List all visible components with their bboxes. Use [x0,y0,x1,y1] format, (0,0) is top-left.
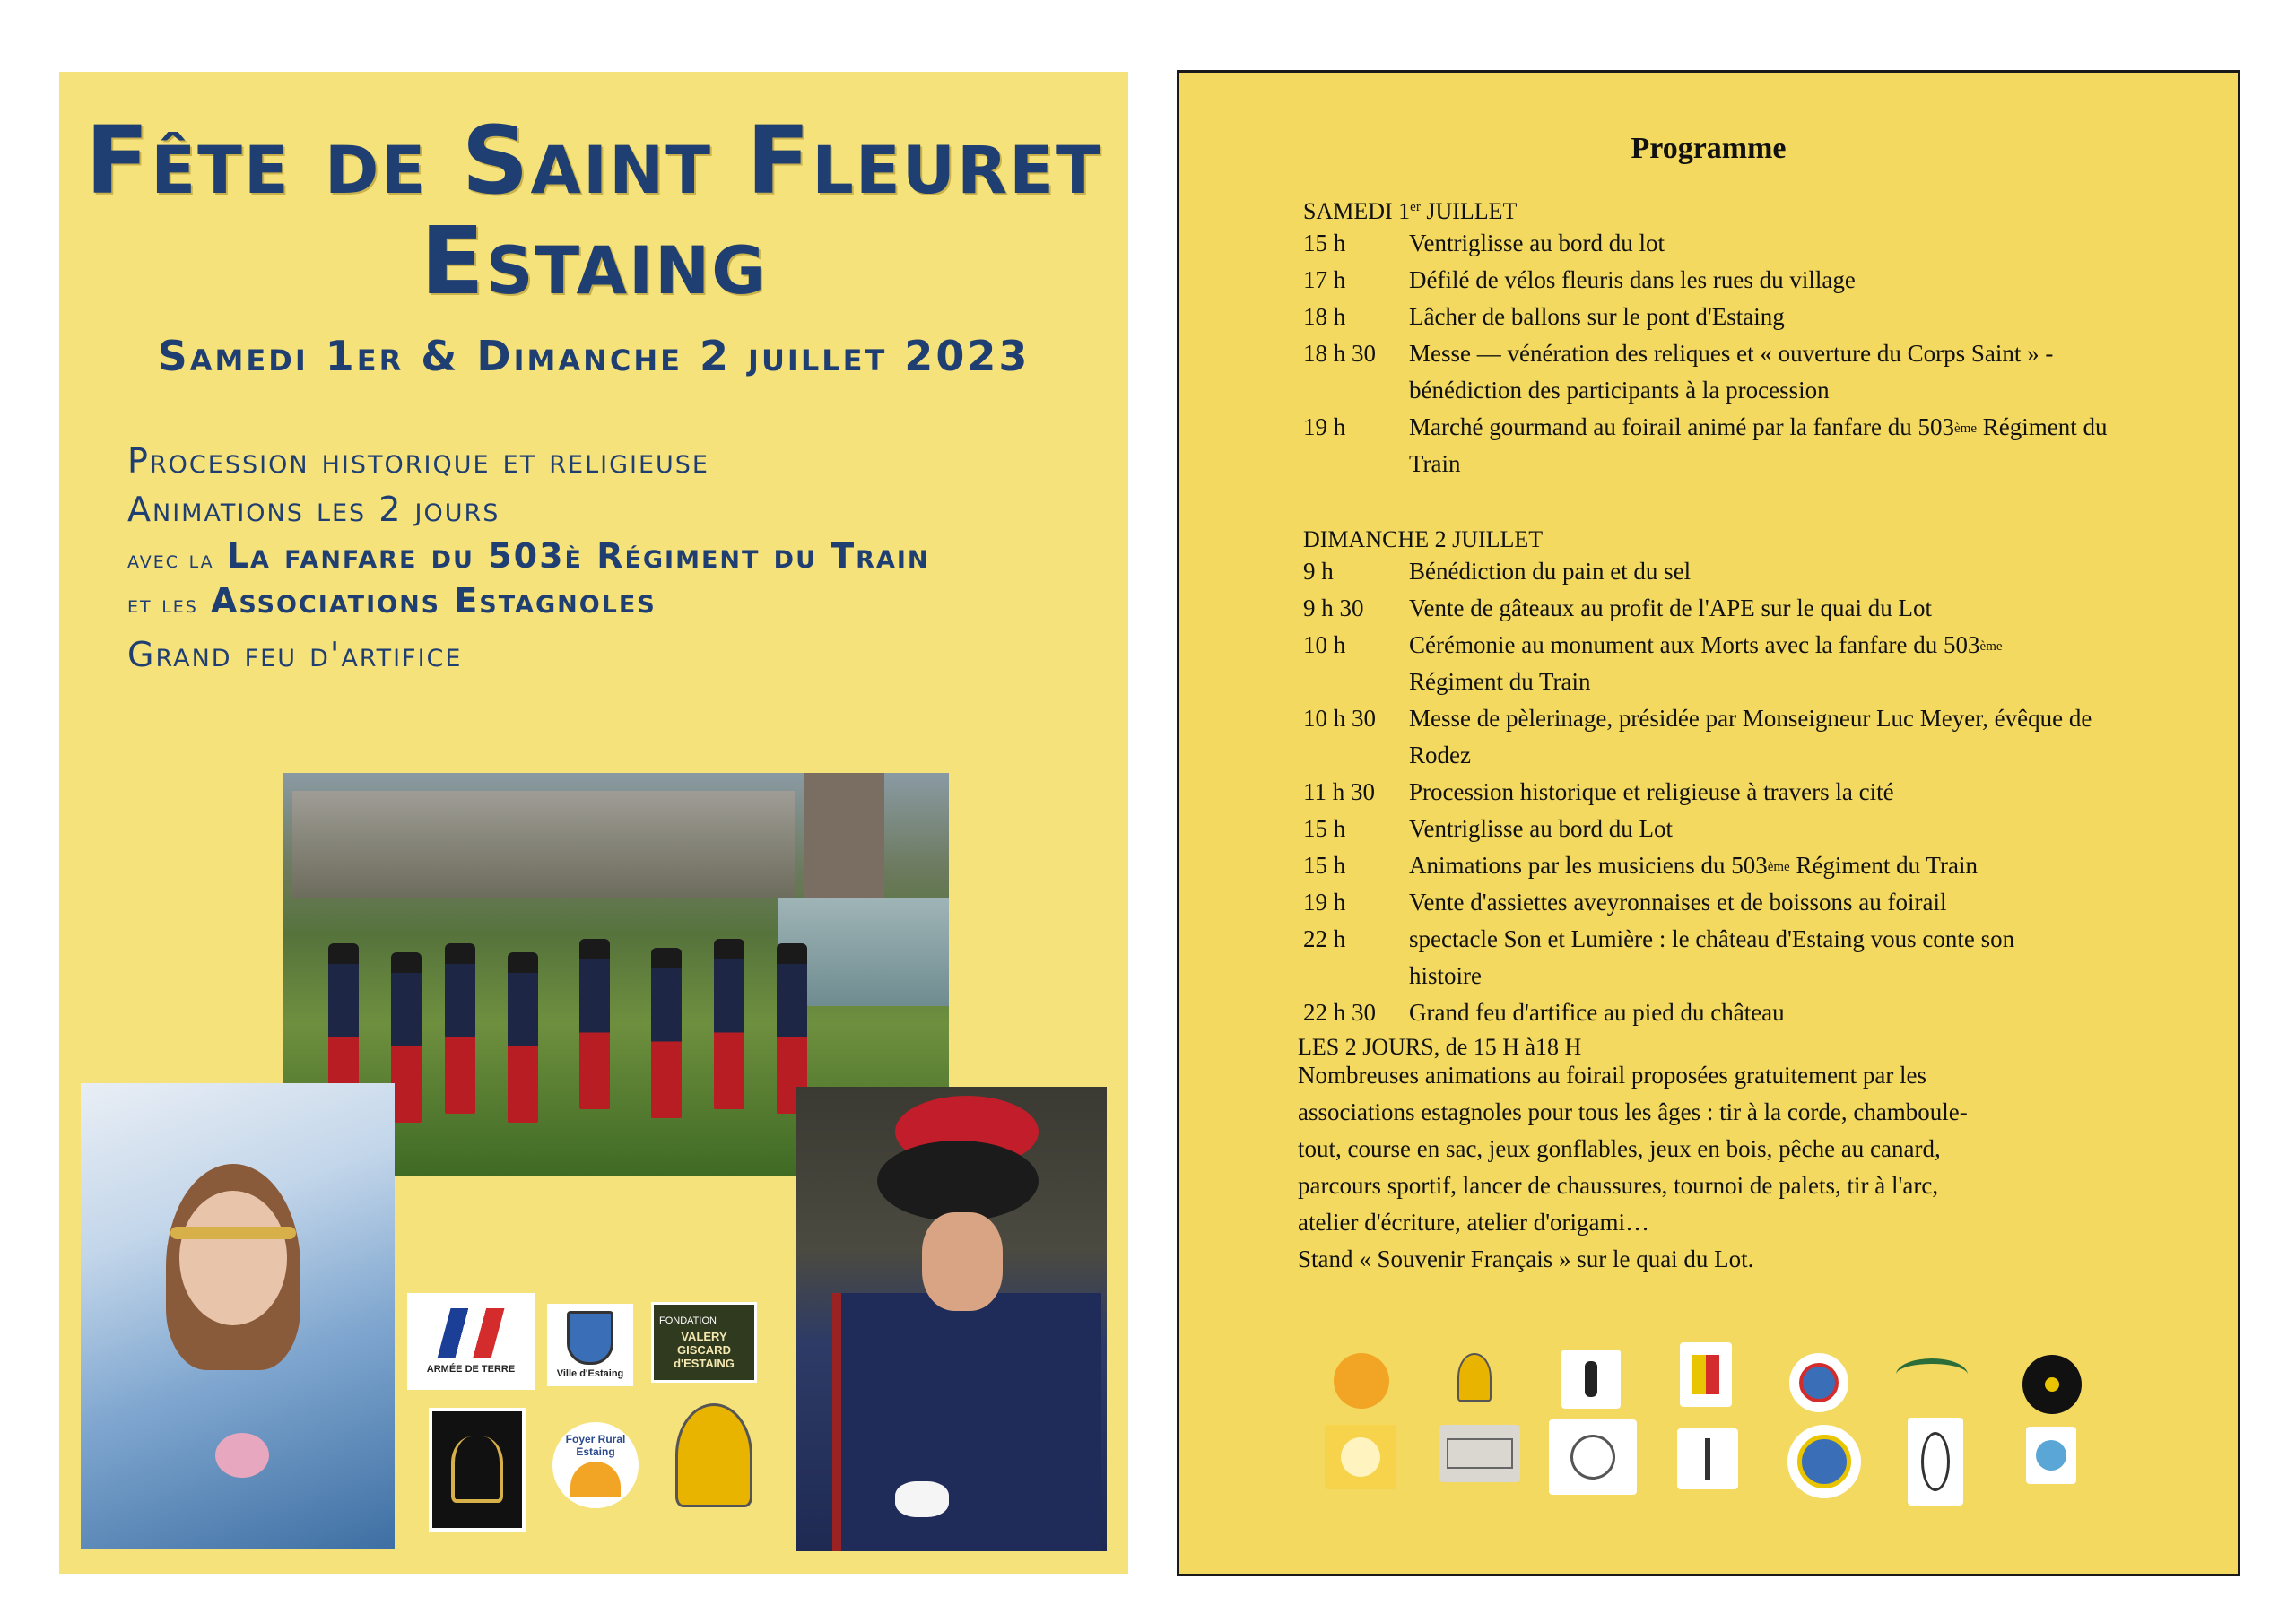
row-desc: Lâcher de ballons sur le pont d'Estaing [1409,303,1785,330]
soldier-photo [796,1087,1107,1551]
programme-page [1177,70,2240,1576]
deux-jours-heading: LES 2 JOURS, de 15 H à18 H [1298,1034,1582,1060]
row-desc [1409,847,2198,884]
row-time: 9 h [1303,558,1334,585]
black-circle-logo [2022,1355,2082,1414]
musician [651,948,682,1118]
girl-headband [170,1227,296,1239]
row-desc-a: Animations par les musiciens du 503 [1409,852,1768,879]
mitre-logo [1454,1350,1495,1405]
poster-dates: Samedi 1er & Dimanche 2 juillet 2023 [157,332,1031,380]
row-time: 9 h 30 [1303,595,1364,621]
row-desc: Messe de pèlerinage, présidée par Monseigneur Luc Meyer, évêque de Rodez [1409,705,2092,768]
row-desc: Bénédiction du pain et du sel [1409,558,1692,585]
row-desc: Vente d'assiettes aveyronnaises et de boissons au foirail [1409,889,1947,916]
rose [215,1433,269,1478]
row-time: 17 h [1303,266,1346,293]
row-time: 11 h 30 [1303,778,1375,805]
row-time: 19 h [1303,413,1346,440]
armee-de-terre-logo [407,1293,535,1390]
row-desc: Ventriglisse au bord du lot [1409,230,1665,256]
ville-logo-text: Ville d'Estaing [556,1368,624,1379]
row-desc: Grand feu d'artifice au pied du château [1409,999,1785,1026]
poster-title-line2: Estaing [420,206,768,316]
fondation-logo [651,1302,757,1383]
row-desc: Messe — vénération des reliques et « ouverture du Corps Saint » - bénédiction des participants à la procession [1409,340,2054,404]
deux-jours-line: atelier d'écriture, atelier d'origami… [1298,1209,1650,1236]
shield-icon [567,1311,613,1365]
poster-line-fanfare-main: La fanfare du 503è Régiment du Train [226,536,930,576]
row-time: 15 h [1303,815,1346,842]
soldier-face [922,1212,1003,1311]
foyer-logo-text: Foyer Rural Estaing [565,1433,626,1458]
poster-line-animations: Animations les 2 jours [127,490,500,529]
fanfare-logo [429,1408,526,1532]
row-time: 18 h 30 [1303,340,1376,367]
ape-logo [2026,1427,2076,1484]
sun-icon [570,1462,621,1497]
flag-icon [437,1308,504,1358]
lyre-icon [451,1436,503,1503]
poster-line-associations-main: Associations Estagnoles [210,581,657,621]
row-desc: Défilé de vélos fleuris dans les rues du village [1409,266,1856,293]
row-desc-b: Régiment du Train [1409,668,1591,695]
row-desc-b: Régiment du Train [1409,413,2108,477]
village-houses [292,791,795,898]
hiker-logo [1561,1350,1621,1409]
row-time: 10 h 30 [1303,705,1376,732]
row-desc-sup: ème [1954,421,1977,436]
deux-jours-line: Nombreuses animations au foirail proposées gratuitement par les [1298,1062,1927,1089]
soldier-coat [832,1293,1101,1551]
row-time: 22 h [1303,925,1346,952]
musician [508,952,538,1123]
gym-logo [1677,1428,1738,1489]
poster-line-fanfare [127,536,929,576]
foyer-rural-logo [1334,1353,1389,1409]
flag-logo [1680,1342,1732,1407]
row-desc-sup: ème [1767,860,1790,874]
programme-title: Programme [1631,132,1787,165]
foyer-rural-logo [552,1422,639,1508]
poster-line-associations [127,581,657,621]
row-desc: Vente de gâteaux au profit de l'APE sur le quai du Lot [1409,595,1932,621]
deux-jours-line: associations estagnoles pour tous les âges : tir à la corde, chamboule- [1298,1098,1968,1125]
calligraphy-logo [1908,1418,1963,1506]
row-desc-a: Cérémonie au monument aux Morts avec la fanfare du 503 [1409,631,1980,658]
poster-title-line1: Fête de Saint Fleuret [85,106,1102,215]
row-time: 18 h [1303,303,1346,330]
samedi-heading-rest: JUILLET [1426,198,1518,224]
soldier-glove [895,1481,949,1517]
row-time: 22 h 30 [1303,999,1376,1026]
musician [445,943,475,1114]
soldier-hat [877,1141,1039,1221]
row-desc-sup: ème [1979,639,2003,654]
row-desc [1409,409,2126,482]
deux-jours-line: tout, course en sac, jeux gonflables, jeux en bois, pêche au canard, [1298,1135,1941,1162]
deux-jours-line: parcours sportif, lancer de chaussures, tournoi de palets, tir à l'arc, [1298,1172,1939,1199]
girl-face [179,1191,287,1325]
row-desc-a: Marché gourmand au foirail animé par la fanfare du 503 [1409,413,1954,440]
sketch-logo [1439,1425,1520,1482]
row-desc-b: Régiment du Train [1789,852,1978,879]
musician [579,939,610,1109]
fondation-logo-top: FONDATION [659,1315,717,1326]
circle-logo [1789,1353,1848,1412]
row-desc: spectacle Son et Lumière : le château d'Estaing vous conte son histoire [1409,925,2015,989]
deux-jours-line: Stand « Souvenir Français » sur le quai du Lot. [1298,1245,1754,1272]
club-logo [1549,1419,1637,1495]
samedi-heading-sup: er [1410,200,1421,214]
samedi-heading [1303,198,1517,225]
poster [59,72,1128,1574]
dimanche-heading: DIMANCHE 2 JUILLET [1303,526,1544,552]
row-time: 10 h [1303,631,1346,658]
row-time: 15 h [1303,230,1346,256]
deux-jours-text [1298,1057,2159,1278]
poster-line-fanfare-prefix: avec la [127,546,214,574]
ville-estaing-logo [547,1304,633,1386]
musician [714,939,744,1109]
row-desc [1409,627,2055,700]
musician [391,952,422,1123]
row-time: 15 h [1303,852,1346,879]
samedi-heading-text: SAMEDI 1 [1303,198,1411,224]
poster-line-procession: Procession historique et religieuse [127,441,709,481]
row-desc: Ventriglisse au bord du Lot [1409,815,1673,842]
mediatheque-logo [1893,1350,1970,1400]
saint-fleuret-logo [665,1397,762,1514]
fondation-logo-name: VALERY GISCARD d'ESTAING [674,1329,735,1370]
yellow-logo [1325,1425,1396,1489]
armee-logo-text: ARMÉE DE TERRE [426,1364,516,1375]
mitre-icon [675,1403,752,1507]
band-logo [1787,1425,1861,1498]
row-desc: Procession historique et religieuse à travers la cité [1409,778,1894,805]
girl-photo [81,1083,395,1549]
row-time: 19 h [1303,889,1346,916]
poster-line-fireworks: Grand feu d'artifice [127,635,463,674]
poster-line-associations-prefix: et les [127,591,198,619]
castle-tower [804,773,884,907]
